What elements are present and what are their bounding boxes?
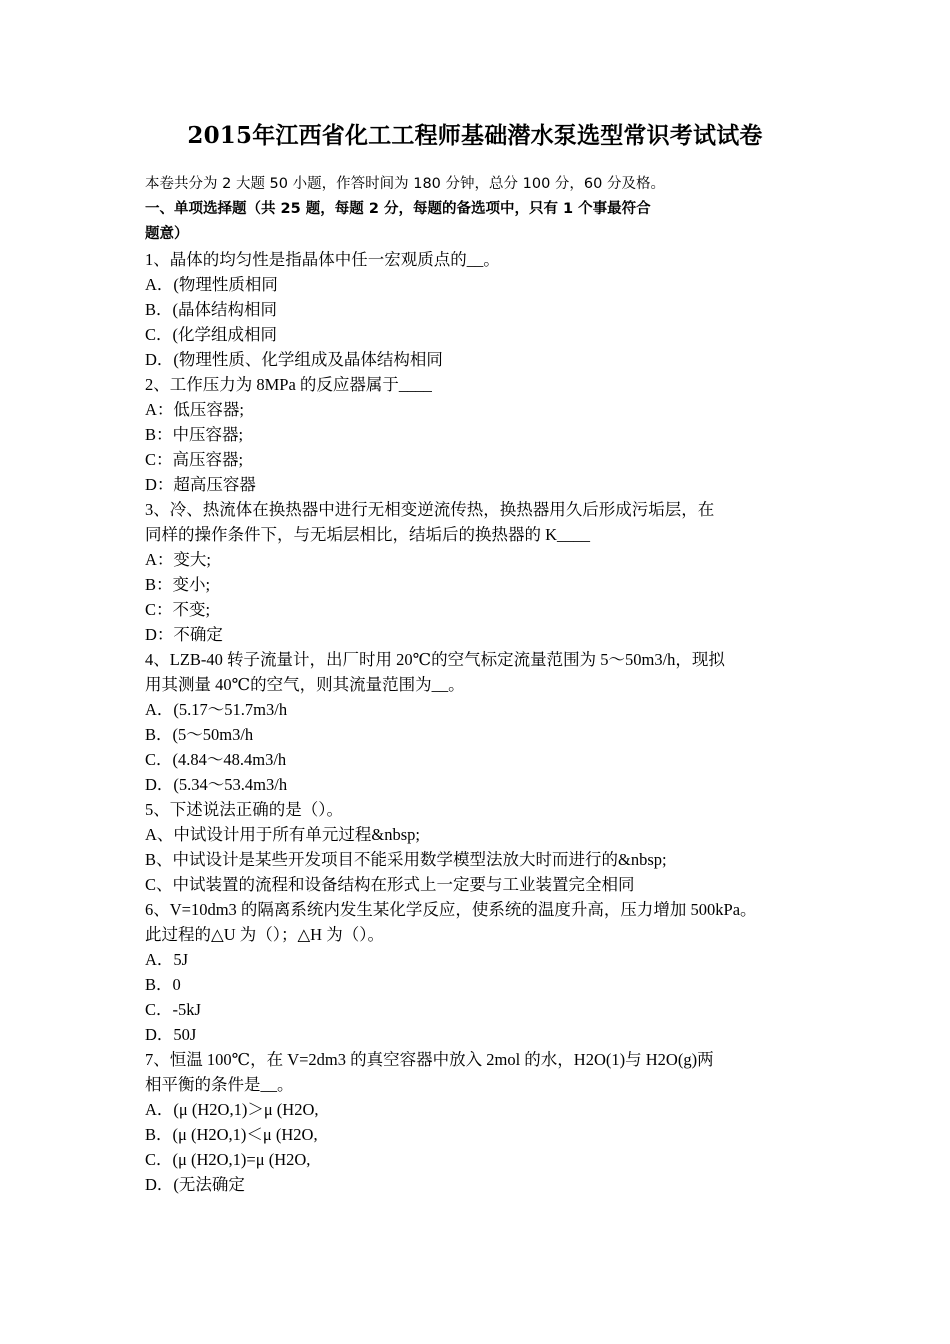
question-3-option-c: C：不变; [145,600,211,619]
exam-instructions: 本卷共分为 2 大题 50 小题，作答时间为 180 分钟，总分 100 分，60 分及格。 [145,176,665,192]
question-7-option-d: D．(无法确定 [145,1175,245,1194]
question-6-option-a: A．5J [145,950,189,969]
question-2-option-d: D：超高压容器 [145,475,256,494]
question-6-option-d: D．50J [145,1025,197,1044]
question-3-option-b: B：变小; [145,575,211,594]
question-1-option-c: C．(化学组成相同 [145,325,277,344]
question-2-option-c: C：高压容器; [145,450,244,469]
document-title: 2015年江西省化工工程师基础潜水泵选型常识考试试卷 [187,122,763,149]
question-4-option-c: C．(4.84～48.4m3/h [145,750,287,769]
question-6-option-b: B．0 [145,975,181,994]
section-heading-line-1: 一、单项选择题（共 25 题，每题 2 分，每题的备选项中，只有 1 个事最符合 [145,201,651,217]
question-6-option-c: C．-5kJ [145,1000,201,1019]
question-6-stem-line-1: 6、V=10dm3 的隔离系统内发生某化学反应，使系统的温度升高，压力增加 500kPa。 [145,900,757,919]
question-4-option-b: B．(5～50m3/h [145,725,254,744]
question-4-stem-line-2: 用其测量 40℃的空气，则其流量范围为__。 [145,675,465,694]
question-2-stem: 2、工作压力为 8MPa 的反应器属于____ [145,375,432,394]
question-4-stem-line-1: 4、LZB-40 转子流量计，出厂时用 20℃的空气标定流量范围为 5～50m3/h，现拟 [145,650,725,669]
question-1-option-b: B．(晶体结构相同 [145,300,277,319]
question-2-option-a: A：低压容器; [145,400,244,419]
question-1-option-d: D．(物理性质、化学组成及晶体结构相同 [145,350,443,369]
question-5-option-c: C、中试装置的流程和设备结构在形式上一定要与工业装置完全相同 [145,875,635,894]
document-body [145,172,825,1197]
question-3-stem-line-1: 3、冷、热流体在换热器中进行无相变逆流传热，换热器用久后形成污垢层，在 [145,500,715,519]
question-7-option-c: C．(μ (H2O,1)=μ (H2O, [145,1150,311,1169]
question-3-stem-line-2: 同样的操作条件下，与无垢层相比，结垢后的换热器的 K____ [145,525,591,544]
question-1-option-a: A．(物理性质相同 [145,275,278,294]
question-7-stem-line-2: 相平衡的条件是__。 [145,1075,294,1094]
question-7-option-a: A．(μ (H2O,1)＞μ (H2O, [145,1100,319,1119]
question-3-option-d: D：不确定 [145,625,223,644]
question-7-stem-line-1: 7、恒温 100℃，在 V=2dm3 的真空容器中放入 2mol 的水，H2O(1)与 H2O(g)两 [145,1050,714,1069]
question-1-stem: 1、晶体的均匀性是指晶体中任一宏观质点的__。 [145,250,500,269]
question-2-option-b: B：中压容器; [145,425,244,444]
question-6-stem-line-2: 此过程的△U 为（）；△H 为（）。 [145,925,384,944]
question-3-option-a: A：变大; [145,550,211,569]
question-5-option-a: A、中试设计用于所有单元过程&nbsp; [145,825,421,844]
question-5-stem: 5、下述说法正确的是（）。 [145,800,343,819]
question-5-option-b: B、中试设计是某些开发项目不能采用数学模型法放大时而进行的&nbsp; [145,850,667,869]
question-7-option-b: B．(μ (H2O,1)＜μ (H2O, [145,1125,318,1144]
question-4-option-a: A．(5.17～51.7m3/h [145,700,288,719]
section-heading-line-2: 题意） [145,226,189,242]
question-4-option-d: D．(5.34～53.4m3/h [145,775,288,794]
